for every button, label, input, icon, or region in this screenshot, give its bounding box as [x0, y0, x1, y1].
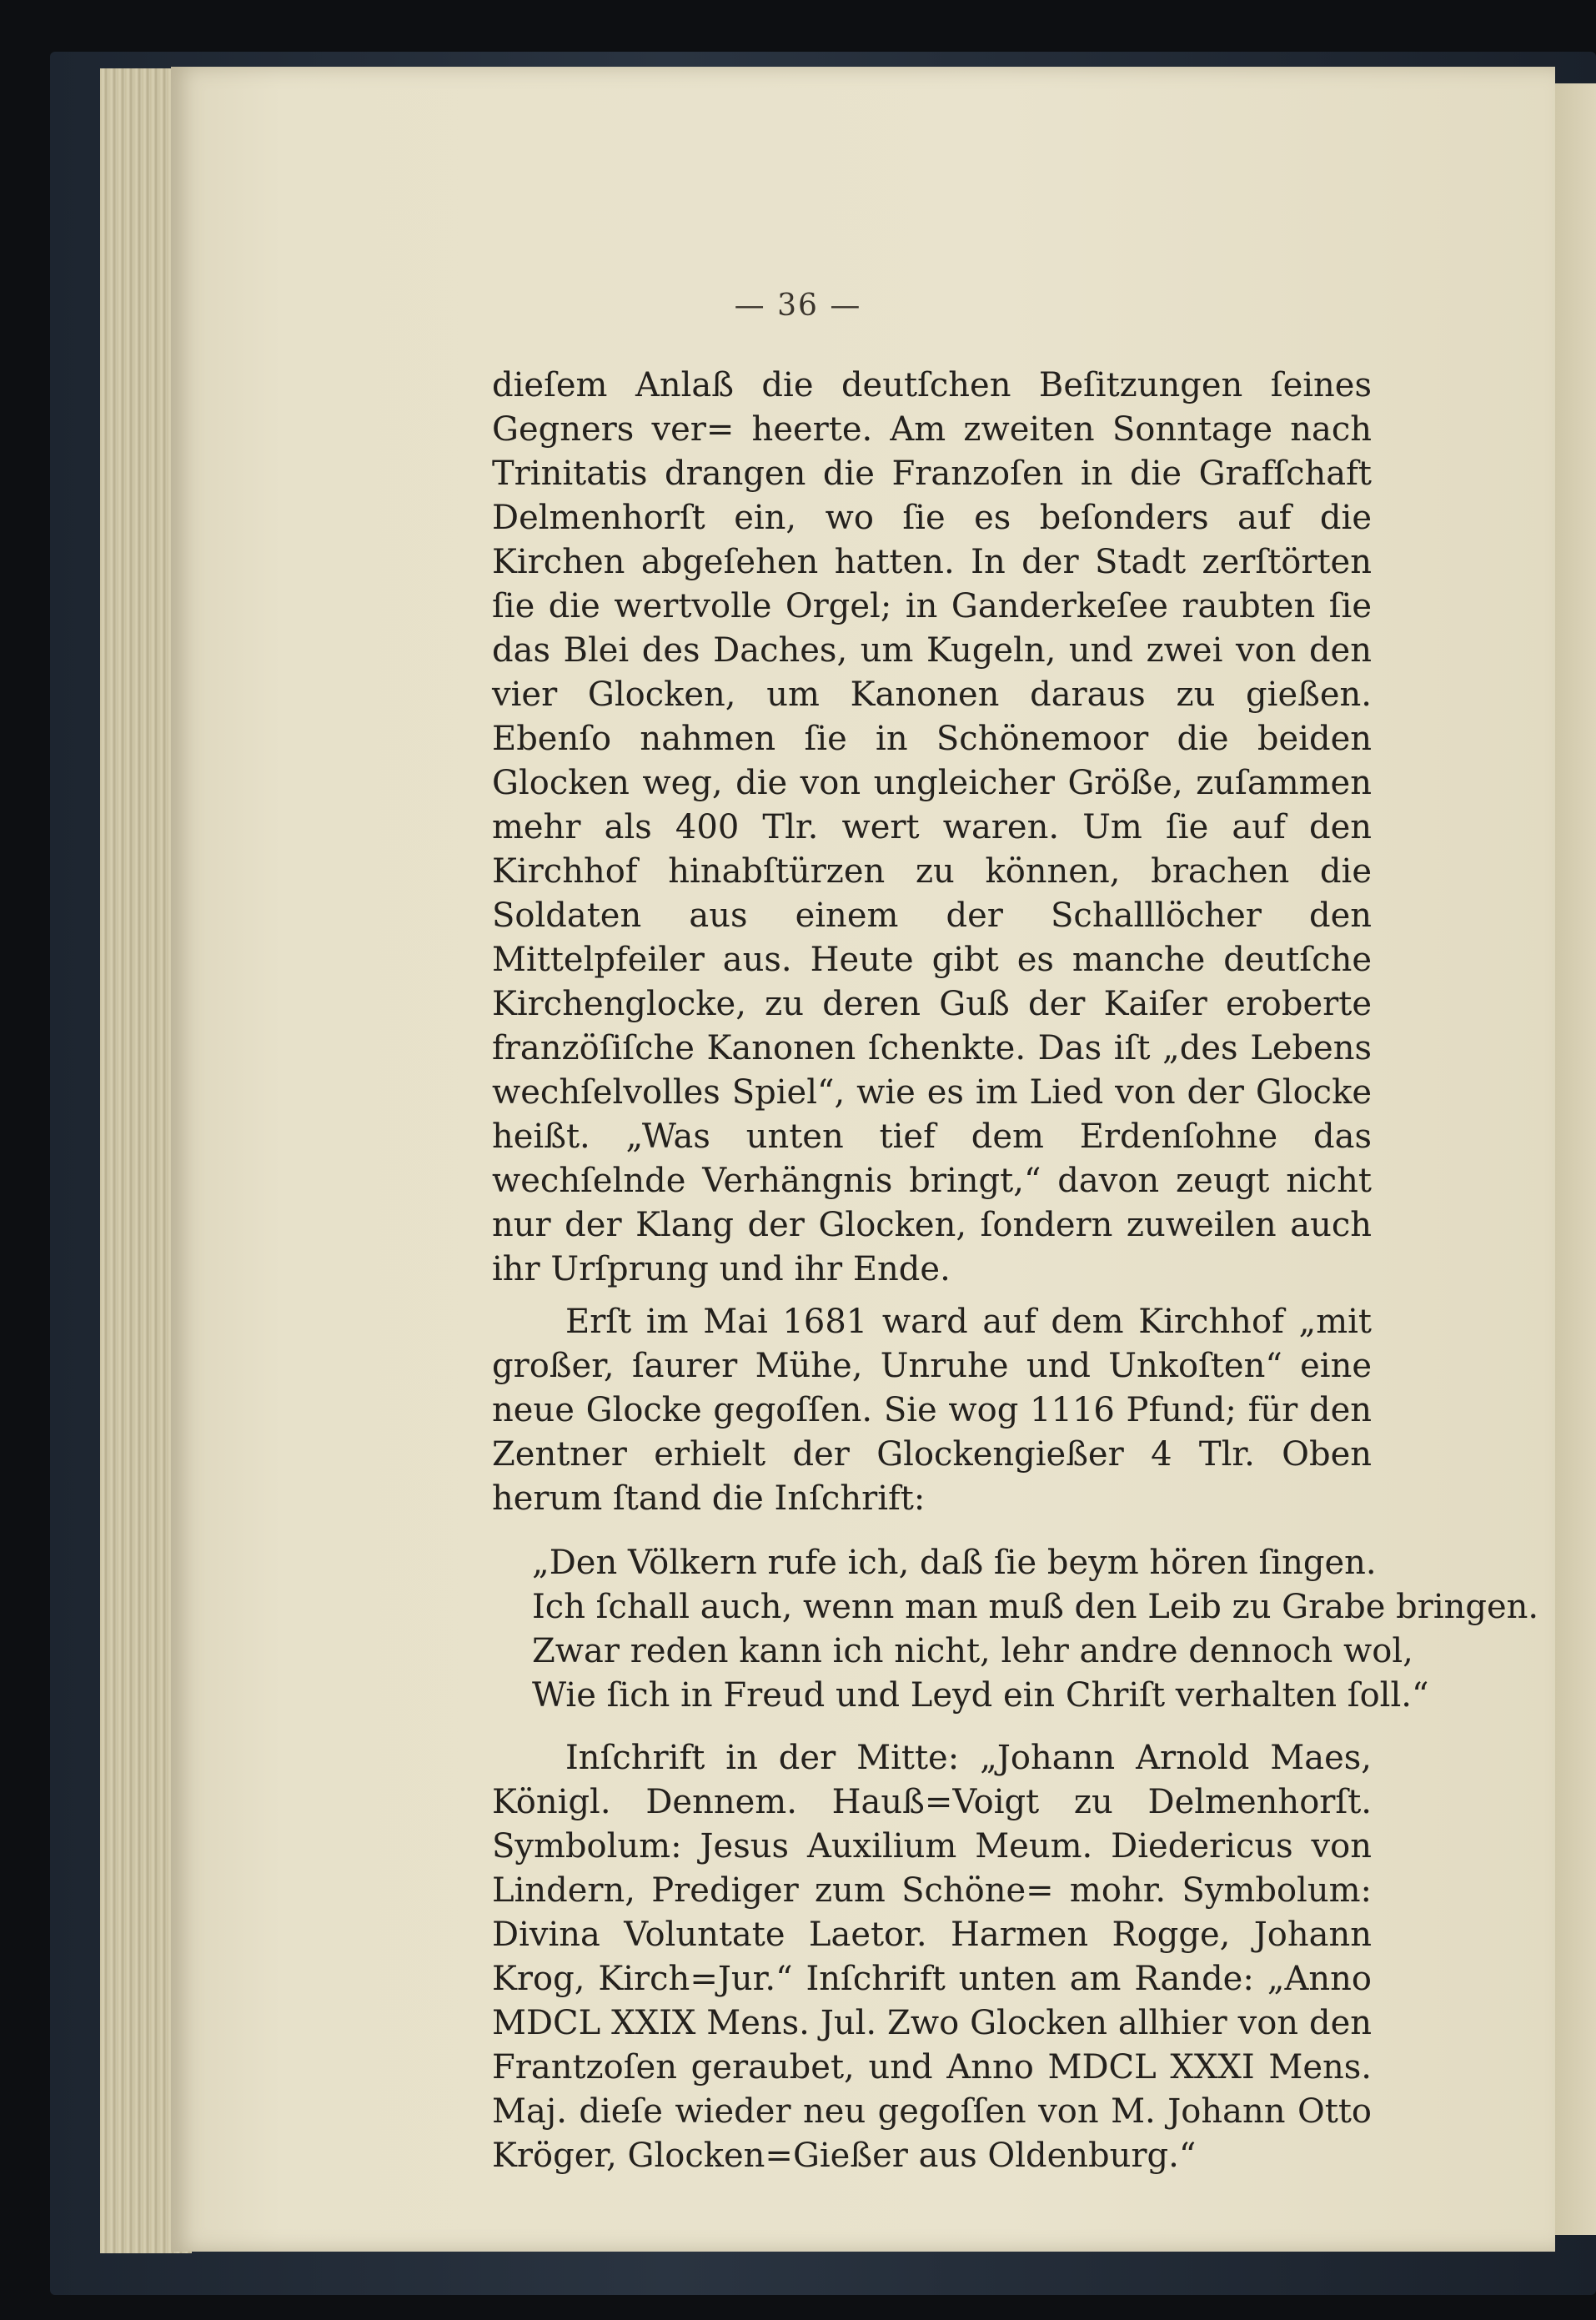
paragraph-3: Inſchrift in der Mitte: „Johann Arnold Maes, Königl. Dennem. Hauß=Voigt zu Delmenhorſt. Symbolum: Jesus Auxilium Meum. Diedericus von Lindern, Prediger zum Schöne= mohr. Symbolum: Divina Voluntate Laetor. Harmen Rogge, Johann Krog, Kirch=Jur.“ Inſchrift unten am Rande: „Anno MDCL XXIX Mens. Jul. Zwo Glocken allhier von den Frantzoſen geraubet, und Anno MDCL XXXI Mens. Maj. dieſe wieder neu gegoſſen von M. Johann Otto Kröger, Glocken=Gießer aus Oldenburg.“ — [492, 1739, 1372, 2175]
facing-page-edge — [1555, 83, 1596, 2235]
bell-inscription-verse — [532, 1541, 1539, 1718]
page-number: — 36 — — [734, 289, 862, 323]
verse-line: Ich ſchall auch, wenn man muß den Leib zu Grabe bringen. — [532, 1588, 1539, 1626]
page-text — [492, 364, 1539, 2178]
verse-line: „Den Völkern rufe ich, daß ſie beym hören ſingen. — [532, 1544, 1377, 1582]
verse-line: Wie ſich in Freud und Leyd ein Chriſt verhalten ſoll.“ — [532, 1676, 1429, 1715]
verse-line: Zwar reden kann ich nicht, lehr andre dennoch wol, — [532, 1632, 1413, 1670]
paragraph-2: Erſt im Mai 1681 ward auf dem Kirchhof „mit großer, ſaurer Mühe, Unruhe und Unkoſten“ eine neue Glocke gegoſſen. Sie wog 1116 Pfund; für den Zentner erhielt der Glockengießer 4 Tlr. Oben herum ſtand die Inſchrift: — [492, 1303, 1372, 1518]
paragraph-1: dieſem Anlaß die deutſchen Beſitzungen ſeines Gegners ver= heerte. Am zweiten Sonntage nach Trinitatis drangen die Franzoſen in die Grafſchaft Delmenhorſt ein, wo ſie es beſonders auf die Kirchen abgeſehen hatten. In der Stadt zerſtörten ſie die wertvolle Orgel; in Ganderkeſee raubten ſie das Blei des Daches, um Kugeln, und zwei von den vier Glocken, um Kanonen daraus zu gießen. Ebenſo nahmen ſie in Schönemoor die beiden Glocken weg, die von ungleicher Größe, zuſammen mehr als 400 Tlr. wert waren. Um ſie auf den Kirchhof hinabſtürzen zu können, brachen die Soldaten aus einem der Schalllöcher den Mittelpfeiler aus. Heute gibt es manche deutſche Kirchenglocke, zu deren Guß der Kaiſer eroberte franzöſiſche Kanonen ſchenkte. Das iſt „des Lebens wechſelvolles Spiel“, wie es im Lied von der Glocke heißt. „Was unten tief dem Erdenſohne das wechſelnde Verhängnis bringt,“ davon zeugt nicht nur der Klang der Glocken, ſondern zuweilen auch ihr Urſprung und ihr Ende. — [492, 366, 1372, 1288]
